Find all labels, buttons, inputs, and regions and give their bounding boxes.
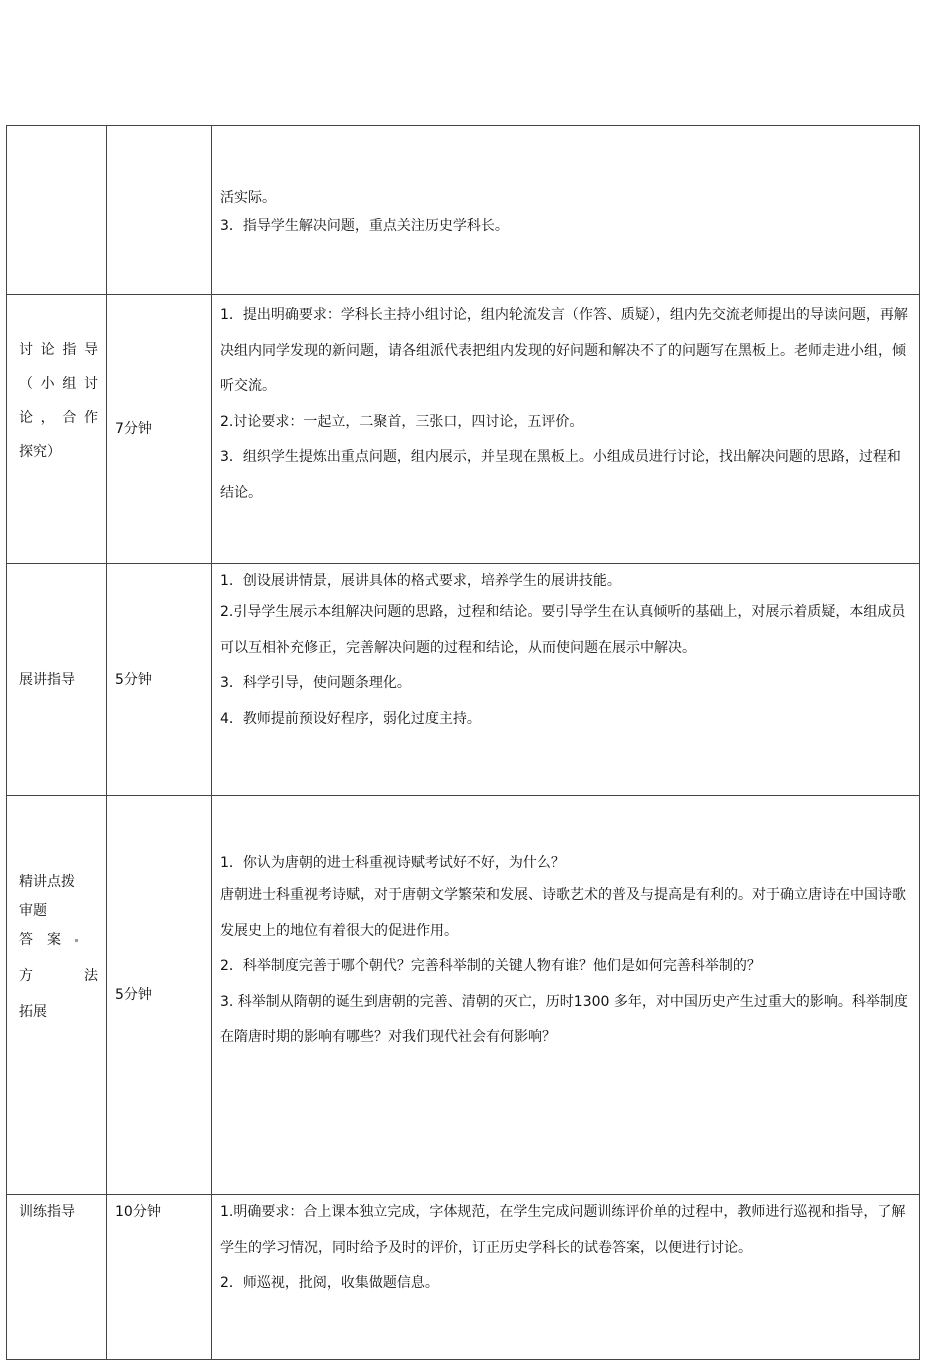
stage-label-line: 展讲指导 bbox=[19, 671, 75, 688]
table-row bbox=[7, 126, 920, 295]
lesson-plan-table bbox=[6, 125, 920, 1360]
content-paragraph: 2．科举制度完善于哪个朝代？完善科举制的关键人物有谁？他们是如何完善科举制的？ bbox=[220, 958, 761, 974]
marker-dot-icon bbox=[75, 939, 78, 942]
time-cell: 10分钟 bbox=[107, 1195, 212, 1360]
stage-label-line: 训练指导 bbox=[19, 1204, 75, 1220]
stage-label-cell bbox=[7, 295, 107, 564]
content-cell bbox=[212, 796, 920, 1195]
time-cell bbox=[107, 126, 212, 295]
content-paragraph: 3．科学引导，使问题条理化。 bbox=[220, 675, 411, 691]
content-paragraph: 3. 科举制从隋朝的诞生到唐朝的完善、清朝的灭亡，历时1300 多年，对中国历史产生过重大的影响。科举制度在隋唐时期的影响有哪些？对我们现代社会有何影响？ bbox=[220, 993, 908, 1045]
stage-label-cell bbox=[7, 564, 107, 796]
content-cell bbox=[212, 1195, 920, 1360]
content-cell bbox=[212, 564, 920, 796]
table-row bbox=[7, 796, 920, 1195]
content-paragraph: 活实际。 bbox=[220, 190, 276, 206]
stage-label-cell bbox=[7, 796, 107, 1195]
time-cell: 7分钟 bbox=[107, 295, 212, 564]
content-paragraph: 2.讨论要求：一起立，二聚首，三张口，四讨论，五评价。 bbox=[220, 413, 584, 430]
stage-label-line: 拓展 bbox=[19, 1004, 47, 1020]
table-row bbox=[7, 295, 920, 564]
time-cell: 5分钟 bbox=[107, 564, 212, 796]
stage-label-cell bbox=[7, 126, 107, 295]
stage-label-line: 答 案 bbox=[19, 922, 98, 958]
content-paragraph: 2．师巡视，批阅，收集做题信息。 bbox=[220, 1275, 439, 1291]
content-paragraph: 3．组织学生提炼出重点问题，组内展示，并呈现在黑板上。小组成员进行讨论，找出解决问题的思路，过程和结论。 bbox=[220, 449, 901, 501]
stage-label-cell bbox=[7, 1195, 107, 1360]
time-cell: 5分钟 bbox=[107, 796, 212, 1195]
stage-label-line: 审题 bbox=[19, 903, 47, 919]
stage-label-line: 精讲点拨 bbox=[19, 874, 75, 890]
content-paragraph: 唐朝进士科重视考诗赋，对于唐朝文学繁荣和发展、诗歌艺术的普及与提高是有利的。对于确立唐诗在中国诗歌发展史上的地位有着很大的促进作用。 bbox=[220, 887, 906, 939]
stage-label-line: 探究） bbox=[19, 444, 61, 460]
stage-label-line: （小组讨 bbox=[19, 376, 98, 392]
stage-label-line: 方 法 bbox=[19, 968, 98, 984]
content-paragraph: 1．你认为唐朝的进士科重视诗赋考试好不好，为什么？ bbox=[220, 855, 565, 871]
content-cell bbox=[212, 295, 920, 564]
table-row bbox=[7, 564, 920, 796]
content-paragraph: 1.明确要求：合上课本独立完成，字体规范，在学生完成问题训练评价单的过程中，教师进行巡视和指导，了解学生的学习情况，同时给予及时的评价，订正历史学科长的试卷答案，以便进行讨论。 bbox=[220, 1204, 906, 1256]
content-paragraph: 4．教师提前预设好程序，弱化过度主持。 bbox=[220, 710, 481, 727]
stage-label-line: 讨论指导 bbox=[19, 342, 98, 358]
content-paragraph: 3．指导学生解决问题，重点关注历史学科长。 bbox=[220, 218, 509, 234]
stage-label-line: 论，合作 bbox=[19, 410, 98, 426]
content-paragraph: 1．提出明确要求：学科长主持小组讨论，组内轮流发言（作答、质疑），组内先交流老师提出的导读问题，再解决组内同学发现的新问题，请各组派代表把组内发现的好问题和解决不了的问题写在黑板上。老师走进小组，倾听交流。 bbox=[220, 307, 908, 394]
table-row bbox=[7, 1195, 920, 1360]
content-cell bbox=[212, 126, 920, 295]
content-paragraph: 1．创设展讲情景，展讲具体的格式要求，培养学生的展讲技能。 bbox=[220, 573, 621, 589]
content-paragraph: 2.引导学生展示本组解决问题的思路，过程和结论。要引导学生在认真倾听的基础上，对展示着质疑，本组成员可以互相补充修正，完善解决问题的过程和结论，从而使问题在展示中解决。 bbox=[220, 604, 906, 656]
